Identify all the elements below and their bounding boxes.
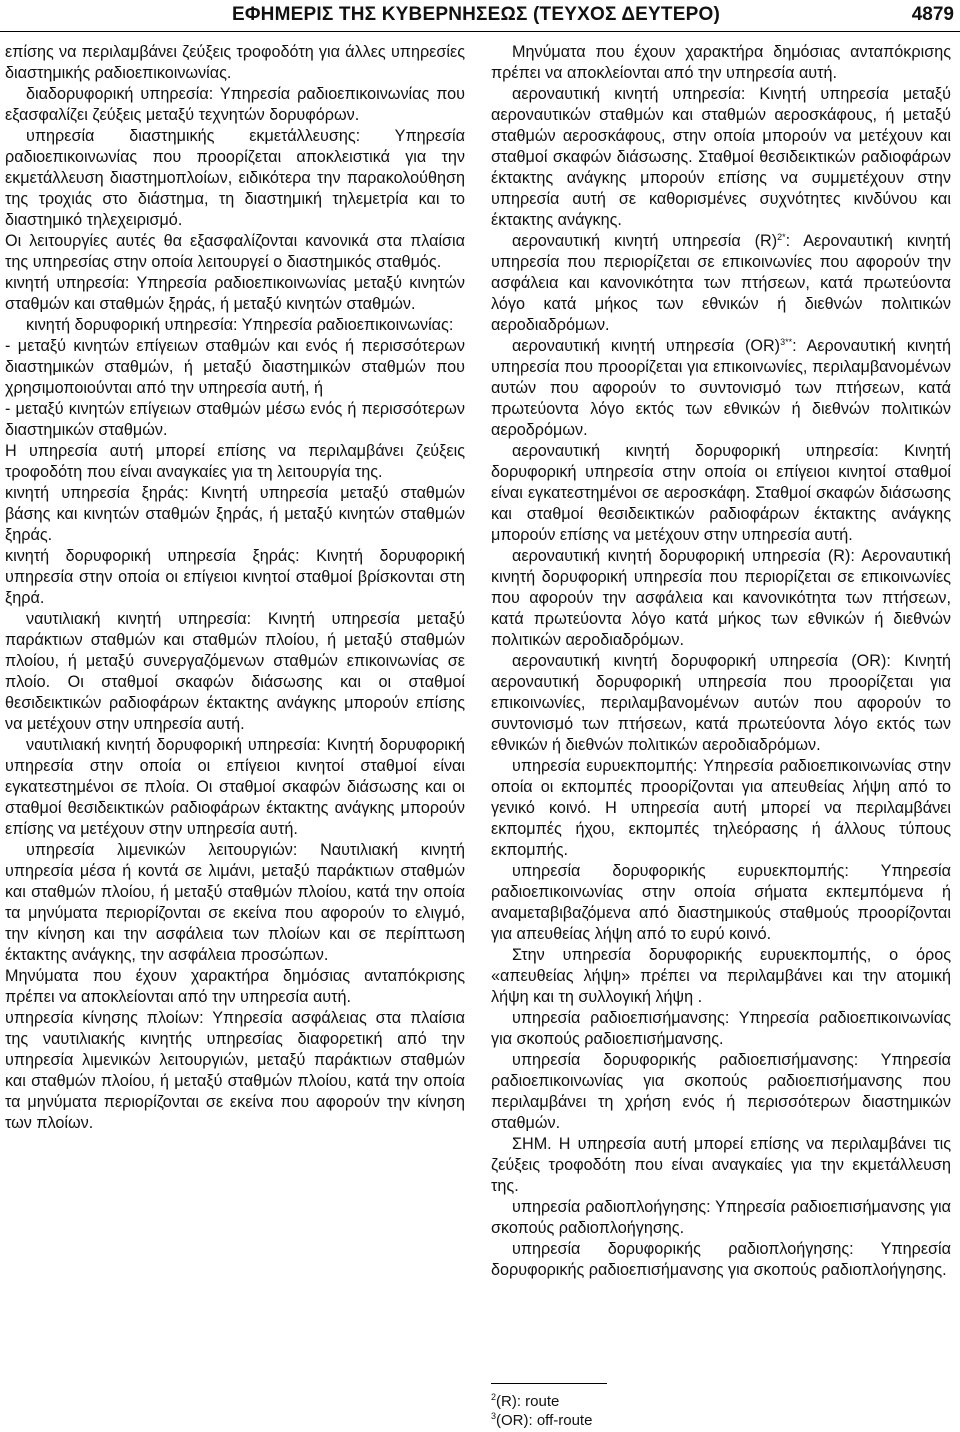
paragraph [491, 231, 951, 336]
right-column [491, 42, 951, 1281]
paragraph: επίσης να περιλαμβάνει ζεύξεις τροφοδότη για άλλες υπηρεσίες διαστημικής ραδιοεπικοινωνίας. [5, 43, 465, 82]
footnote-marker: 2* [777, 232, 786, 242]
paragraph: Μηνύματα που έχουν χαρακτήρα δημόσιας ανταπόκρισης πρέπει να αποκλείονται από την υπηρεσία αυτή. [5, 967, 465, 1006]
footnote-item [491, 1411, 592, 1430]
paragraph: υπηρεσία κίνησης πλοίων: Υπηρεσία ασφάλειας στα πλαίσια της ναυτιλιακής κινητής υπηρεσίας διαφορετική από την υπηρεσία λιμενικών λειτουργιών, μεταξύ παράκτιων σταθμών και σταθμών πλοίου, ή μεταξύ σταθμών πλοίου, κατά την οποία τα μηνύματα περιορίζονται σε εκείνα που αφορούν την κίνηση των πλοίων. [5, 1009, 465, 1132]
definition: : Αεροναυτική κινητή υπηρεσία που προορίζεται για επικοινωνίες, περιλαμβανομένων αυτών που αφορούν το συντονισμό των πτήσεων, κατά πρωτεύοντα λόγο εκτός των εθνικών ή διεθνών πολιτικών αεροδρόμων. [491, 337, 951, 439]
paragraph: Οι λειτουργίες αυτές θα εξασφαλίζονται κανονικά στα πλαίσια της υπηρεσίας στην οποία λειτουργεί ο διαστημικός σταθμός. [5, 232, 465, 271]
footnote-number: 2 [491, 1392, 497, 1402]
paragraph: Μηνύματα που έχουν χαρακτήρα δημόσιας ανταπόκρισης πρέπει να αποκλείονται από την υπηρεσία αυτή. [491, 43, 951, 82]
footnote-text: (R): route [496, 1393, 560, 1410]
footnote-text: (OR): off-route [496, 1412, 593, 1429]
paragraph: υπηρεσία ευρυεκπομπής: Υπηρεσία ραδιοεπικοινωνίας στην οποία οι εκπομπές προορίζονται για απευθείας λήψη από το γενικό κοινό. Η υπηρεσία αυτή μπορεί να περιλαμβάνει εκπομπές ήχου, εκπομπές τηλεόρασης ή άλλους τύπους εκπομπής. [491, 757, 951, 859]
left-column [5, 42, 465, 1134]
term: αεροναυτική κινητή υπηρεσία (OR) [512, 337, 781, 355]
paragraph: κινητή δορυφορική υπηρεσία: Υπηρεσία ραδιοεπικοινωνίας: [26, 316, 454, 334]
paragraph: υπηρεσία ραδιοπλοήγησης: Υπηρεσία ραδιοεπισήμανσης για σκοπούς ραδιοπλοήγησης. [491, 1198, 951, 1237]
paragraph: κινητή δορυφορική υπηρεσία ξηράς: Κινητή δορυφορική υπηρεσία στην οποία οι επίγειοι κινητοί σταθμοί βρίσκονται στη ξηρά. [5, 547, 465, 607]
paragraph: Η υπηρεσία αυτή μπορεί επίσης να περιλαμβάνει ζεύξεις τροφοδότη που είναι αναγκαίες για τη λειτουργία της. [5, 442, 465, 481]
footnote-number: 3 [491, 1411, 497, 1421]
paragraph: - μεταξύ κινητών επίγειων σταθμών μέσω ενός ή περισσότερων διαστημικών σταθμών. [5, 400, 465, 439]
definition: : Αεροναυτική κινητή υπηρεσία που περιορίζεται σε επικοινωνίες που αφορούν την ασφάλεια και κανονικότητα των πτήσεων, κατά πρωτεύοντα λόγο κατά μήκος των εθνικών ή διεθνών πολιτικών αεροδιαδρόμων. [491, 232, 951, 334]
paragraph: αεροναυτική κινητή υπηρεσία: Κινητή υπηρεσία μεταξύ αεροναυτικών σταθμών και σταθμών αεροσκάφους, ή μεταξύ σταθμών αεροσκάφους, στην οποία μπορούν να μετέχουν και σταθμοί σκαφών διάσωσης. Σταθμοί θεσιδεικτικών ραδιοφάρων έκτακτης ανάγκης μπορούν επίσης να συμμετέχουν στην υπηρεσία αυτή σε καθορισμένες συχνότητες κινδύνου και έκτακτης ανάγκης. [491, 85, 951, 229]
paragraph: κινητή υπηρεσία: Υπηρεσία ραδιοεπικοινωνίας μεταξύ κινητών σταθμών και σταθμών ξηράς, ή μεταξύ κινητών σταθμών. [5, 274, 465, 313]
paragraph: υπηρεσία δορυφορικής ευρυεκπομπής: Υπηρεσία ραδιοεπικοινωνίας στην οποία σήματα εκπεμπόμενα ή αναμεταβιβαζόμενα από διαστημικούς σταθμούς προορίζονται για απευθείας λήψη από το ευρύ κοινό. [491, 862, 951, 943]
term: αεροναυτική κινητή υπηρεσία (R) [512, 232, 778, 250]
page-number: 4879 [911, 4, 954, 25]
footnote-item [491, 1392, 592, 1411]
header-rule [0, 31, 960, 32]
paragraph: Στην υπηρεσία δορυφορικής ευρυεκπομπής, ο όρος «απευθείας λήψη» πρέπει να περιλαμβάνει και την ατομική λήψη και τη συλλογική λήψη . [491, 946, 951, 1006]
gazette-title: ΕΦΗΜΕΡΙΣ ΤΗΣ ΚΥΒΕΡΝΗΣΕΩΣ (ΤΕΥΧΟΣ ΔΕΥΤΕΡΟ) [232, 4, 720, 25]
paragraph: υπηρεσία δορυφορικής ραδιοεπισήμανσης: Υπηρεσία ραδιοεπικοινωνίας για σκοπούς ραδιοεπισήμανσης που περιλαμβάνει τη χρήση ενός ή περισσότερων διαστημικών σταθμών. [491, 1051, 951, 1132]
footnote-marker: 3** [780, 337, 793, 347]
footnotes [491, 1392, 592, 1430]
paragraph: - μεταξύ κινητών επίγειων σταθμών και ενός ή περισσότερων διαστημικών σταθμών, ή μεταξύ διαστημικών σταθμών που χρησιμοποιούνται από την υπηρεσία αυτή, ή [5, 337, 465, 397]
paragraph: ναυτιλιακή κινητή υπηρεσία: Κινητή υπηρεσία μεταξύ παράκτιων σταθμών και σταθμών πλοίου, ή μεταξύ σταθμών πλοίου, ή μεταξύ συνεργαζόμενων σταθμών επικοινωνίας σε πλοίο. Οι σταθμοί σκαφών διάσωσης και οι σταθμοί θεσιδεικτικών ραδιοφάρων έκτακτης ανάγκης μπορούν επίσης να μετέχουν στην υπηρεσία αυτή. [5, 610, 465, 733]
paragraph: αεροναυτική κινητή δορυφορική υπηρεσία (OR): Κινητή αεροναυτική δορυφορική υπηρεσία που προορίζεται για επικοινωνίες, περιλαμβανομένων αυτών που αφορούν το συντονισμό των πτήσεων, κατά πρωτεύοντα λόγο εκτός των εθνικών ή διεθνών πολιτικών αεροδιαδρόμων. [491, 652, 951, 754]
paragraph: ναυτιλιακή κινητή δορυφορική υπηρεσία: Κινητή δορυφορική υπηρεσία στην οποία οι επίγειοι κινητοί σταθμοί είναι εγκατεστημένοι σε πλοία. Οι σταθμοί σκαφών διάσωσης και οι σταθμοί θεσιδεικτικών ραδιοφάρων έκτακτης ανάγκης μπορούν επίσης να μετέχουν στην υπηρεσία αυτή. [5, 736, 465, 838]
paragraph: υπηρεσία δορυφορικής ραδιοπλοήγησης: Υπηρεσία δορυφορικής ραδιοεπισήμανσης για σκοπούς ραδιοπλοήγησης. [491, 1240, 951, 1279]
paragraph: κινητή υπηρεσία ξηράς: Κινητή υπηρεσία μεταξύ σταθμών βάσης και κινητών σταθμών ξηράς, ή μεταξύ κινητών σταθμών ξηράς. [5, 484, 465, 544]
paragraph: υπηρεσία ραδιοεπισήμανσης: Υπηρεσία ραδιοεπικοινωνίας για σκοπούς ραδιοεπισήμανσης. [491, 1009, 951, 1048]
footnote-rule [491, 1383, 607, 1384]
paragraph: διαδορυφορική υπηρεσία: Υπηρεσία ραδιοεπικοινωνίας που εξασφαλίζει ζεύξεις μεταξύ τεχνητών δορυφόρων. [5, 85, 465, 124]
paragraph: αεροναυτική κινητή δορυφορική υπηρεσία: Κινητή δορυφορική υπηρεσία στην οποία οι επίγειοι κινητοί σταθμοί είναι εγκατεστημένοι σε αεροσκάφη. Σταθμοί σκαφών διάσωσης και σταθμοί θεσιδεικτικών ραδιοφάρων έκτακτης ανάγκης μπορούν επίσης να μετέχουν στην υπηρεσία αυτή. [491, 442, 951, 544]
paragraph: υπηρεσία λιμενικών λειτουργιών: Ναυτιλιακή κινητή υπηρεσία μέσα ή κοντά σε λιμάνι, μεταξύ παράκτιων σταθμών και σταθμών πλοίου, ή μεταξύ σταθμών πλοίου, κατά την οποία τα μηνύματα περιορίζονται σε εκείνα που αφορούν το ελιγμό, την κίνηση και την ασφάλεια των πλοίων και σε περίπτωση έκτακτης ανάγκης, την ασφάλεια προσώπων. [5, 841, 465, 964]
page-header [0, 0, 960, 34]
paragraph [491, 336, 951, 441]
paragraph: αεροναυτική κινητή δορυφορική υπηρεσία (R): Αεροναυτική κινητή δορυφορική υπηρεσία που περιορίζεται σε επικοινωνίες που αφορούν την ασφάλεια και κανονικότητα των πτήσεων, κατά πρωτεύοντα λόγο κατά μήκος των εθνικών ή διεθνών πολιτικών αεροδιαδρόμων. [491, 547, 951, 649]
paragraph: υπηρεσία διαστημικής εκμετάλλευσης: Υπηρεσία ραδιοεπικοινωνίας που προορίζεται αποκλειστικά για την εκμετάλλευση διαστημοπλοίων, ειδικότερα την παρακολούθηση της τροχιάς στο διάστημα, τη διαστημική τηλεμετρία και το διαστημικό τηλεχειρισμό. [5, 127, 465, 229]
paragraph: ΣΗΜ. Η υπηρεσία αυτή μπορεί επίσης να περιλαμβάνει τις ζεύξεις τροφοδότη που είναι αναγκαίες για την εκμετάλλευση της. [491, 1135, 951, 1195]
